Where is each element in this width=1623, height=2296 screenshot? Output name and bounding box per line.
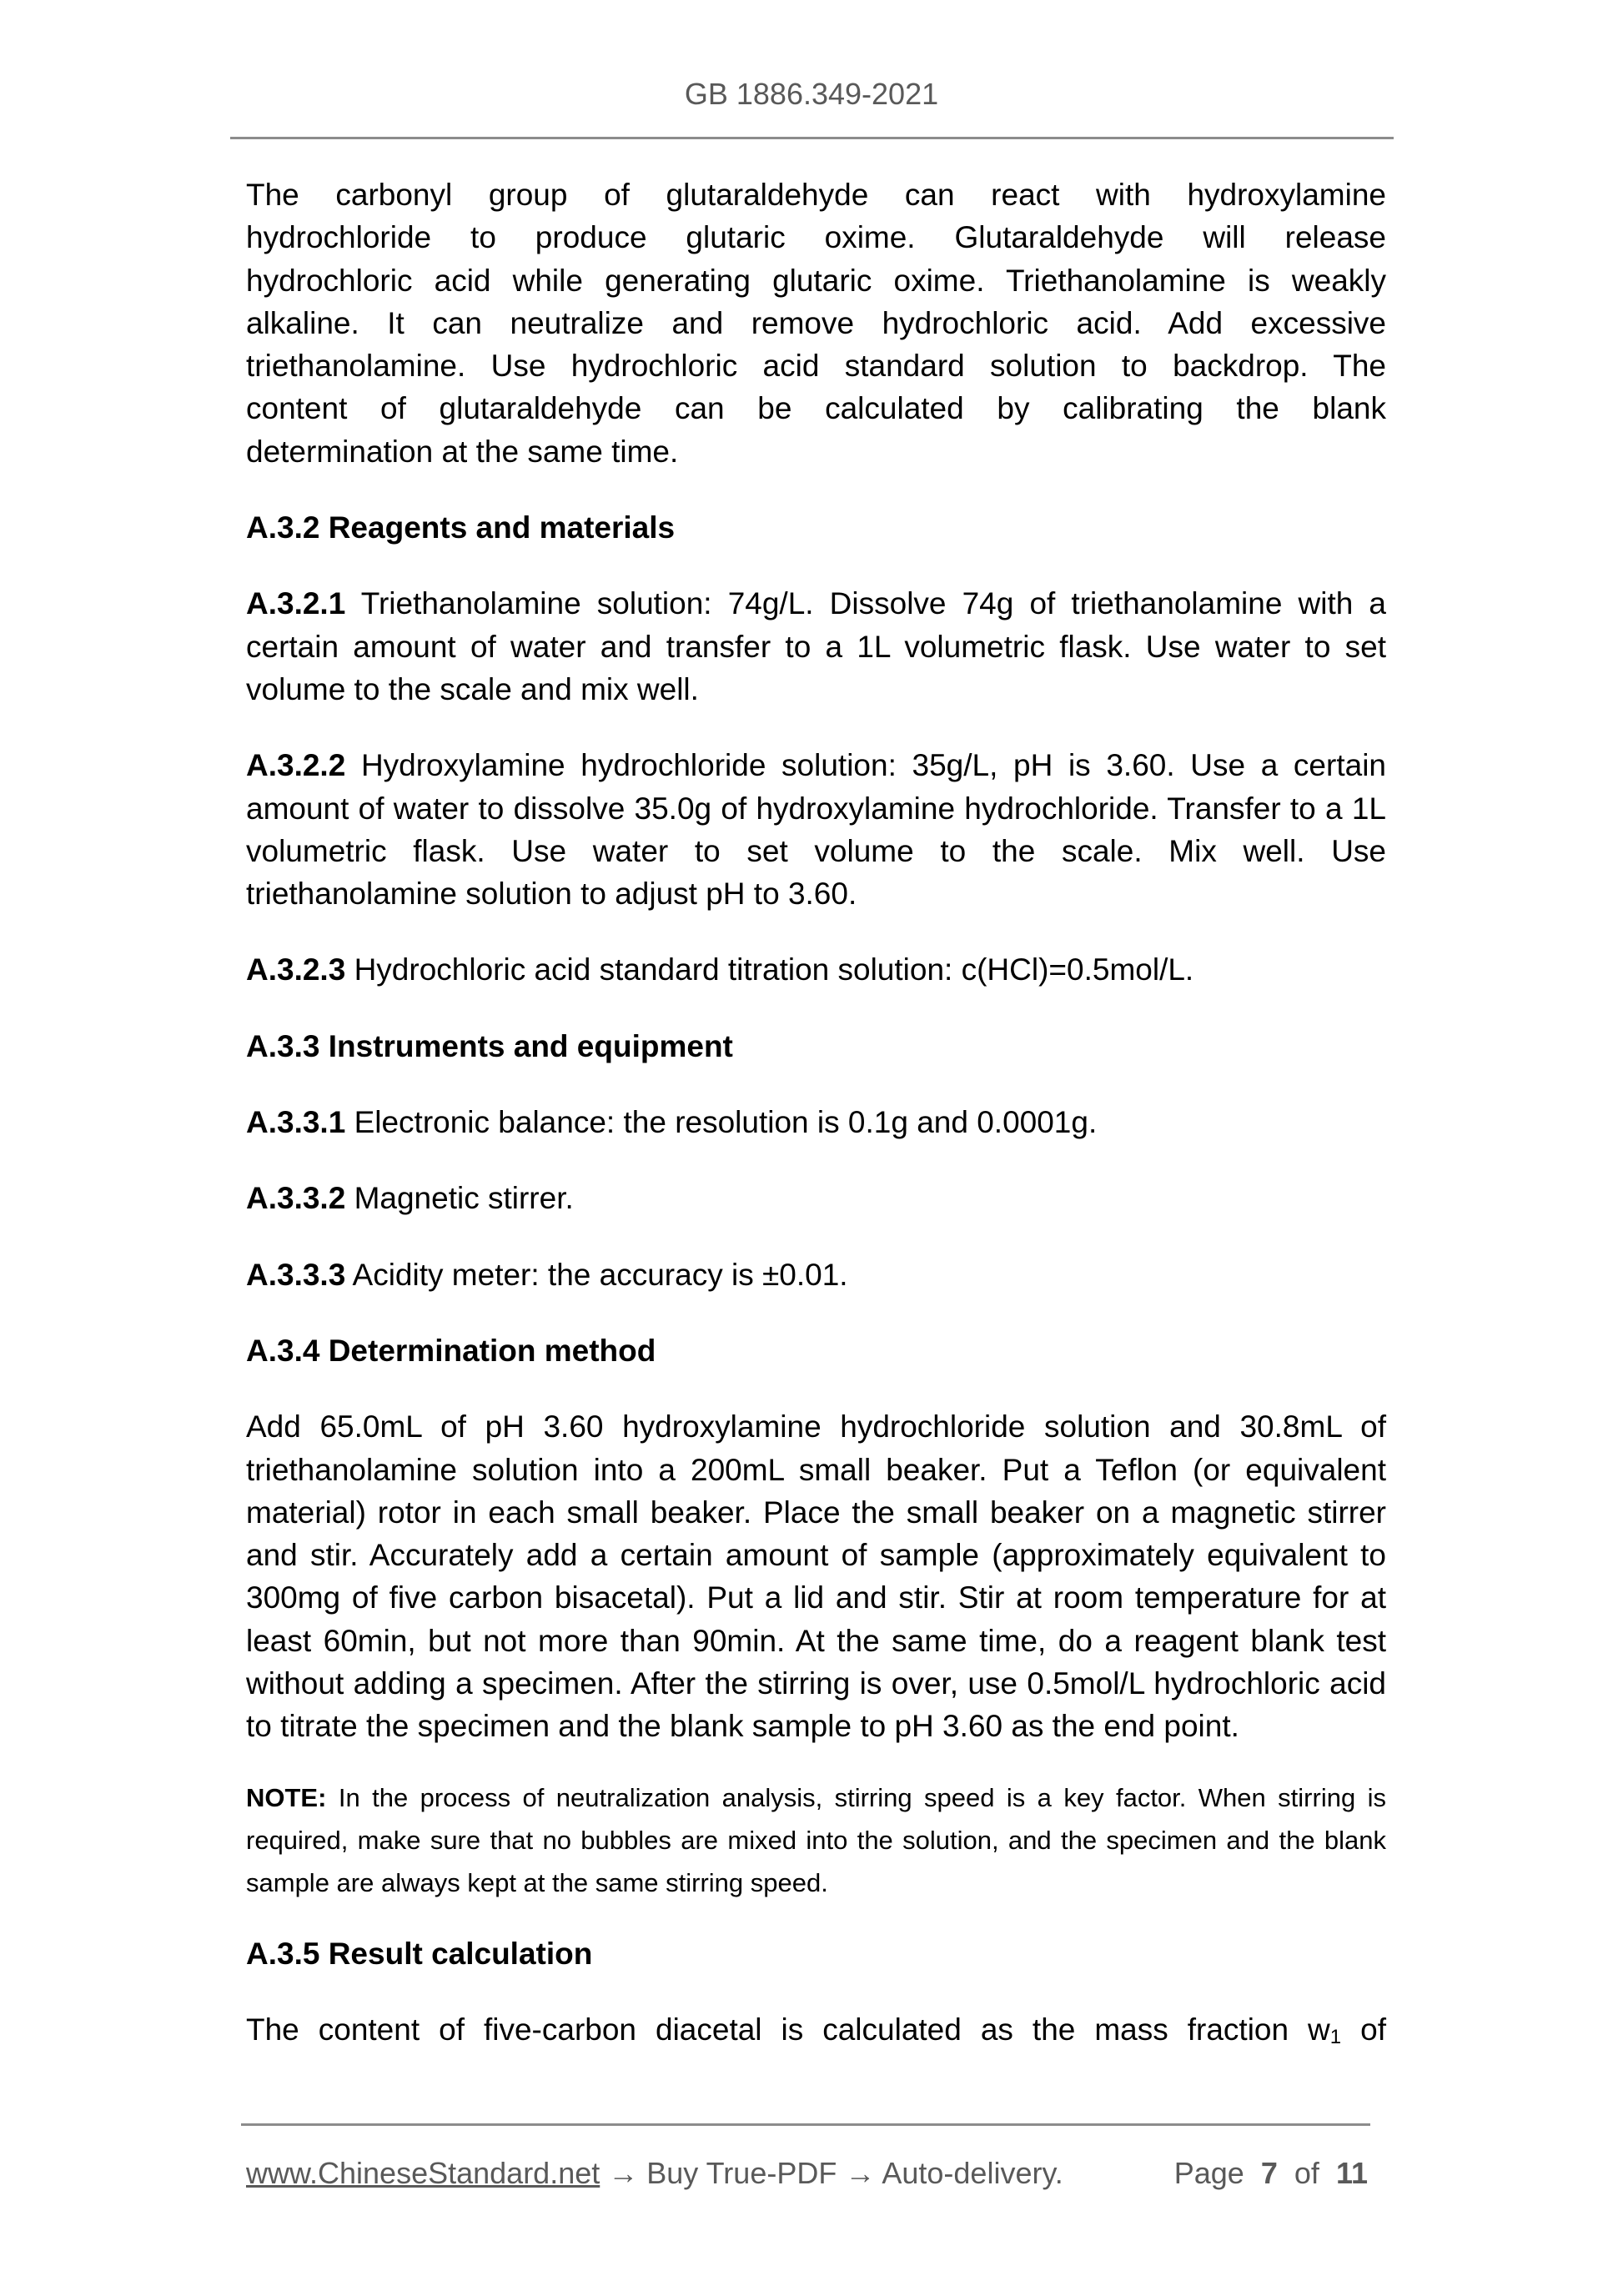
clause-text: Electronic balance: the resolution is 0.1g and 0.0001g. xyxy=(345,1105,1098,1140)
document-id-header: GB 1886.349-2021 xyxy=(684,77,939,111)
header-divider xyxy=(230,137,1394,139)
clause-number: A.3.2.1 xyxy=(246,586,346,621)
section-heading-reagents: A.3.2 Reagents and materials xyxy=(246,510,676,545)
page-of: of xyxy=(1294,2156,1319,2190)
clause-text: Triethanolamine solution: 74g/L. Dissolve 74g of triethanolamine with a certain amount of water and transfer to a 1L volumetric flask. Use water to set volume to the scale and mix well. xyxy=(246,586,1386,706)
clause-a333 xyxy=(246,1254,1386,1296)
auto-delivery-text: Auto-delivery. xyxy=(882,2156,1063,2190)
intro-line: content of glutaraldehyde can be calculated by calibrating the blank xyxy=(246,391,1386,426)
buy-true-pdf-text: Buy True-PDF xyxy=(646,2156,837,2190)
clause-text: Hydroxylamine hydrochloride solution: 35g/L, pH is 3.60. Use a certain amount of water to dissolve 35.0g of hydroxylamine hydrochloride. Transfer to a 1L volumetric flask. Use water to set volume to the scale. Mix well. Use triethanolamine solution to adjust pH to 3.60. xyxy=(246,748,1386,912)
clause-text: Magnetic stirrer. xyxy=(345,1181,574,1216)
intro-line: hydrochloric acid while generating glutaric oxime. Triethanolamine is weakly xyxy=(246,263,1386,298)
clause-a321 xyxy=(246,582,1386,711)
section-heading-result: A.3.5 Result calculation xyxy=(246,1936,593,1971)
clause-a331 xyxy=(246,1101,1386,1143)
intro-line: determination at the same time. xyxy=(246,434,679,469)
note-text: In the process of neutralization analysis, stirring speed is a key factor. When stirring is required, make sure that no bubbles are mixed into the solution, and the specimen and the blank sample are always kept at the same stirring speed. xyxy=(246,1782,1386,1897)
clause-a332 xyxy=(246,1177,1386,1219)
page-current: 7 xyxy=(1260,2156,1278,2190)
intro-line: The carbonyl group of glutaraldehyde can react with hydroxylamine xyxy=(246,178,1386,212)
chinesestandard-link[interactable]: www.ChineseStandard.net xyxy=(246,2156,600,2190)
result-paragraph xyxy=(246,2008,1386,2051)
intro-line: alkaline. It can neutralize and remove hydrochloric acid. Add excessive xyxy=(246,305,1386,340)
page-label: Page xyxy=(1173,2156,1244,2190)
clause-number: A.3.3.3 xyxy=(246,1257,346,1292)
footer-promo xyxy=(246,2156,1063,2191)
clause-number: A.3.3.2 xyxy=(246,1181,346,1216)
arrow-right-icon: → xyxy=(600,2156,647,2190)
method-note xyxy=(246,1776,1386,1904)
note-label: NOTE: xyxy=(246,1782,327,1812)
footer-divider xyxy=(241,2123,1370,2126)
method-paragraph: Add 65.0mL of pH 3.60 hydroxylamine hydrochloride solution and 30.8mL of triethanolamine solution into a 200mL small beaker. Put a Teflon (or equivalent material) rotor in each small beaker. Place the small beaker on a magnetic stirrer and stir. Accurately add a certain amount of sample (approximately equivalent to 300mg of five carbon bisacetal). Put a lid and stir. Stir at room temperature for at least 60min, but not more than 90min. At the same time, do a reagent blank test without adding a specimen. After the stirring is over, use 0.5mol/L hydrochloric acid to titrate the specimen and the blank sample to pH 3.60 as the end point. xyxy=(246,1409,1386,1744)
mass-fraction-subscript: 1 xyxy=(1329,2025,1342,2048)
arrow-right-icon: → xyxy=(837,2156,882,2190)
page-total: 11 xyxy=(1335,2156,1368,2190)
clause-text: Acidity meter: the accuracy is ±0.01. xyxy=(345,1257,848,1292)
result-text-tail: of xyxy=(1341,2012,1386,2047)
clause-number: A.3.2.3 xyxy=(246,952,346,987)
intro-line: hydrochloride to produce glutaric oxime. Glutaraldehyde will release xyxy=(246,220,1386,255)
clause-a322 xyxy=(246,744,1386,915)
page-number xyxy=(1174,2156,1368,2191)
clause-a323 xyxy=(246,948,1386,991)
intro-paragraph xyxy=(246,173,1386,473)
clause-number: A.3.3.1 xyxy=(246,1105,346,1140)
result-text: The content of five-carbon diacetal is calculated as the mass fraction w xyxy=(246,2012,1330,2047)
clause-number: A.3.2.2 xyxy=(246,748,346,783)
section-heading-method: A.3.4 Determination method xyxy=(246,1333,656,1368)
intro-line: triethanolamine. Use hydrochloric acid standard solution to backdrop. The xyxy=(246,349,1386,384)
page-content xyxy=(246,173,1386,2051)
section-heading-instruments: A.3.3 Instruments and equipment xyxy=(246,1028,733,1063)
clause-text: Hydrochloric acid standard titration solution: c(HCl)=0.5mol/L. xyxy=(345,952,1194,987)
